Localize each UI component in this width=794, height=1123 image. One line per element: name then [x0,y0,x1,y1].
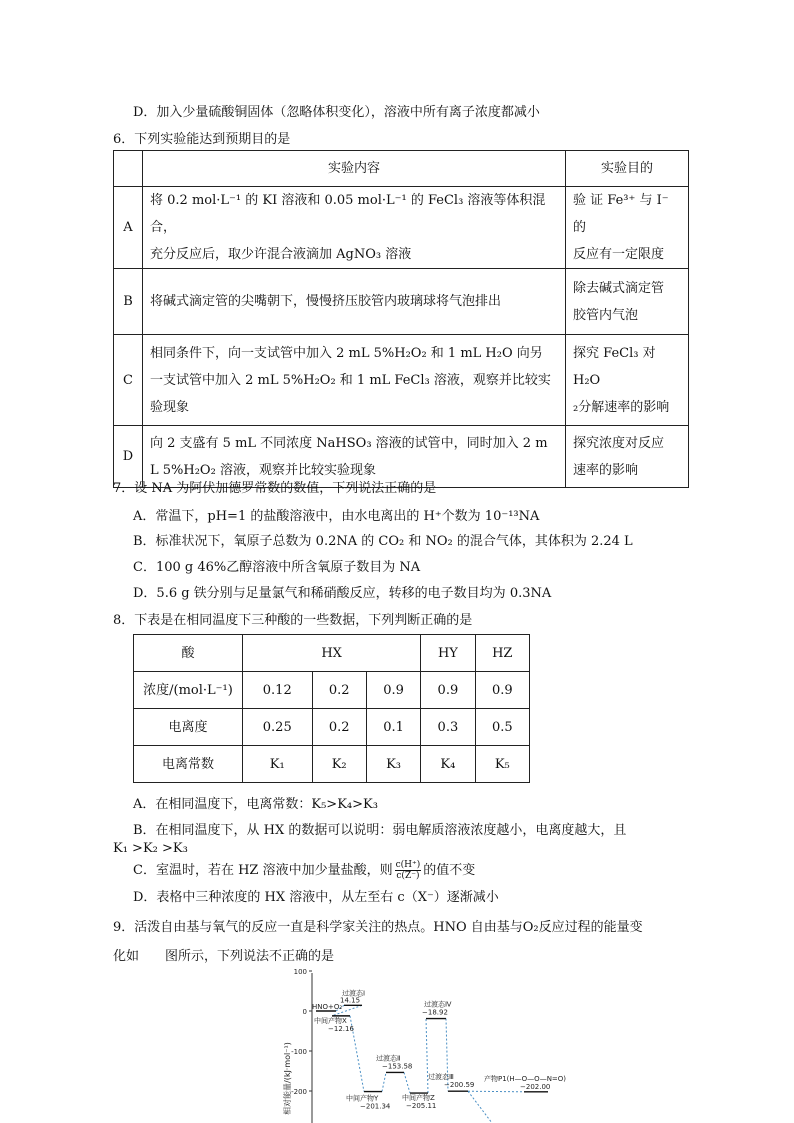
table-row [134,746,530,783]
content-line: 将碱式滴定管的尖嘴朝下，慢慢挤压胶管内玻璃球将气泡排出 [150,294,502,309]
y-tick-label: -100 [291,1048,307,1056]
y-axis-label: 相对能量/(kJ·mol⁻¹) [283,1042,292,1115]
content-line: 充分反应后，取少许混合液滴加 AgNO₃ 溶液 [150,247,412,262]
y-tick-label: 100 [293,968,307,976]
table-cell: K₅ [475,746,529,783]
y-tick-label: 0 [302,1008,307,1016]
level-name: 中间产物Y [346,1094,379,1103]
level-name: 产物P1(H—O—O—N=O) [484,1074,567,1083]
q7-option-d: D．5.6 g 铁分别与足量氯气和稀硝酸反应，转移的电子数目均为 0.3NA [133,586,552,601]
q9-stem-line1: 9．活泼自由基与氧气的反应一直是科学家关注的热点。HNO 自由基与O₂反应过程的能量变 [113,920,643,935]
table-header-content: 实验内容 [143,151,566,187]
table-header-row [114,151,689,187]
purpose-line: ₂分解速率的影响 [573,399,670,415]
purpose-line: 除去碱式滴定管 [573,280,665,296]
q8-stem: 8．下表是在相同温度下三种酸的一些数据，下列判断正确的是 [113,613,473,628]
purpose-line: 探究浓度对反应 [573,435,665,451]
row-label: C [114,335,143,426]
y-tick-label: -200 [291,1088,307,1096]
connector [468,1091,524,1092]
table-header-hz: HZ [475,635,529,672]
table-cell: 0.9 [421,672,475,709]
fraction-numerator: c(H⁺) [395,860,421,870]
connector [468,1091,492,1123]
table-cell: K₁ [243,746,313,783]
content-line: 向 2 支盛有 5 mL 不同浓度 NaHSO₃ 溶液的试管中，同时加入 2 m [150,435,548,451]
table-header-purpose: 实验目的 [566,151,689,187]
table-row [134,709,530,746]
option-c-prefix: C．室温时，若在 HZ 溶液中加少量盐酸，则 [133,863,393,878]
connector [426,1019,428,1093]
q7-option-b: B．标准状况下，氧原子总数为 0.2NA 的 CO₂ 和 NO₂ 的混合气体，其体积为 2.24 L [133,534,633,549]
row-purpose [566,269,689,335]
fraction-denominator: c(Z⁻) [396,871,420,881]
table-header-hx: HX [243,635,421,672]
content-line: 相同条件下，向一支试管中加入 2 mL 5%H₂O₂ 和 1 mL H₂O 向另 [150,345,543,361]
row-purpose [566,426,689,488]
level-value: −200.59 [444,1081,475,1090]
table-cell: 0.2 [312,672,366,709]
row-purpose [566,187,689,269]
table-cell: 0.1 [366,709,420,746]
level-name: 中间产物Z [402,1094,435,1103]
q8-table [133,634,530,783]
table-cell: 0.9 [475,672,529,709]
table-header-row [134,635,530,672]
purpose-line: 反应有一定限度 [573,247,665,262]
row-label: 电离度 [134,709,243,746]
table-header-hy: HY [421,635,475,672]
table-row [114,426,689,488]
row-label: B [114,269,143,335]
concentration-fraction [395,860,422,881]
level-value: −12.16 [328,1024,354,1033]
level-value: −201.34 [360,1102,391,1111]
table-cell: 0.9 [366,672,420,709]
row-label: 电离常数 [134,746,243,783]
q5-option-d: D．加入少量硫酸铜固体（忽略体积变化），溶液中所有离子浓度都减小 [133,105,540,120]
energy-levels [312,988,566,1110]
purpose-line: 验 证 Fe³⁺ 与 I⁻的 [573,193,669,235]
option-c-suffix: 的值不变 [423,863,476,878]
level-value: −18.92 [422,1008,448,1017]
q8-option-b-line1: B．在相同温度下，从 HX 的数据可以说明：弱电解质溶液浓度越小，电离度越大，且 [133,823,627,838]
q8-option-b-line2: K₁ >K₂ >K₃ [113,841,188,856]
purpose-line: 速率的影响 [573,462,639,478]
connector [404,1072,410,1093]
q9-stem-line2: 化如 图所示，下列说法不正确的是 [113,949,335,964]
table-header-empty [114,151,143,187]
table-cell: K₂ [312,746,366,783]
row-label: 浓度/(mol·L⁻¹) [134,672,243,709]
q7-option-a: A．常温下，pH=1 的盐酸溶液中，由水电离出的 H⁺个数为 10⁻¹³NA [133,509,540,524]
table-cell: 0.2 [312,709,366,746]
y-ticks [291,968,312,1096]
table-cell: 0.3 [421,709,475,746]
q7-option-c: C．100 g 46%乙醇溶液中所含氧原子数目为 NA [133,560,421,575]
q6-table [113,150,689,488]
level-value: −205.11 [406,1102,437,1111]
content-line: L 5%H₂O₂ 溶液，观察并比较实验现象 [150,462,376,478]
content-line: 验现象 [150,399,190,415]
table-row [114,187,689,269]
row-content [143,269,566,335]
table-cell: 0.5 [475,709,529,746]
level-value: −153.58 [382,1062,413,1071]
level-value: 14.15 [340,996,361,1005]
level-name: 过渡态Ⅳ [424,1000,452,1009]
row-label: A [114,187,143,269]
level-name: 中间产物X [314,1016,347,1025]
level-name: 过渡态Ⅲ [428,1073,454,1082]
q8-option-c [133,860,475,881]
energy-diagram [283,965,622,1123]
table-cell: K₃ [366,746,420,783]
purpose-line: 胶管内气泡 [573,307,639,323]
level-value: −202.00 [520,1082,551,1091]
row-content [143,426,566,488]
level-name: HNO+O₂ [312,1003,343,1011]
table-cell: K₄ [421,746,475,783]
connector [382,1072,386,1091]
q8-option-d: D．表格中三种浓度的 HX 溶液中，从左至右 c（X⁻）逐渐减小 [133,890,499,905]
q7-stem: 7．设 NA 为阿伏加德罗常数的数值，下列说法正确的是 [113,481,437,496]
row-content [143,187,566,269]
content-line: 一支试管中加入 2 mL 5%H₂O₂ 和 1 mL FeCl₃ 溶液，观察并比较实 [150,372,551,388]
content-line: 将 0.2 mol·L⁻¹ 的 KI 溶液和 0.05 mol·L⁻¹ 的 FeCl₃ 溶液等体积混合， [150,193,546,235]
table-header-acid: 酸 [134,635,243,672]
level-name: 过渡态Ⅰ [342,989,366,998]
q6-stem: 6．下列实验能达到预期目的是 [113,132,291,147]
row-content [143,335,566,426]
q8-option-a: A．在相同温度下，电离常数：K₅>K₄>K₃ [133,797,378,812]
table-row [114,269,689,335]
table-cell: 0.12 [243,672,313,709]
row-label: D [114,426,143,488]
table-cell: 0.25 [243,709,313,746]
row-purpose [566,335,689,426]
purpose-line: 探究 FeCl₃ 对 H₂O [573,345,656,388]
level-name: 过渡态Ⅱ [376,1054,401,1063]
table-row [114,335,689,426]
table-row [134,672,530,709]
